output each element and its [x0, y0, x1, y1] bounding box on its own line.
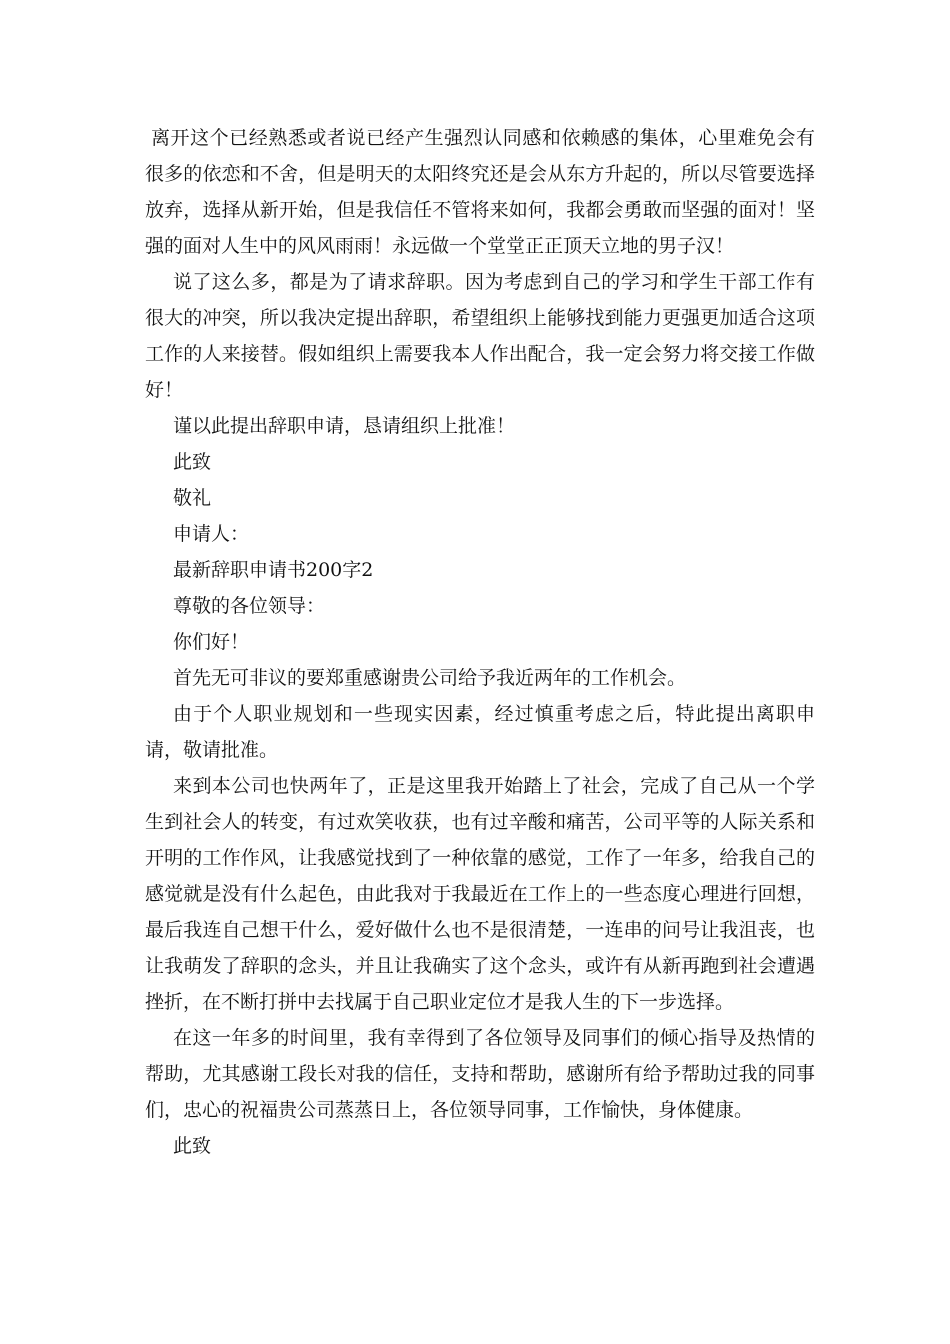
- letter-hello: 你们好！: [173, 631, 250, 653]
- closing-salutation-2: 此致: [173, 1135, 212, 1157]
- closing-regards: 敬礼: [173, 487, 212, 509]
- paragraph-reason: 说了这么多，都是为了请求辞职。因为考虑到自己的学习和学生干部工作有很大的冲突，所以我决定提出辞职，希望组织上能够找到能力更强更加适合这项工作的人来接替。假如组织上需要我本人作出配合，我一定会努力将交接工作做好！: [145, 271, 815, 401]
- paragraph-gratitude: 在这一年多的时间里，我有幸得到了各位领导及同事们的倾心指导及热情的帮助，尤其感谢工段长对我的信任，支持和帮助，感谢所有给予帮助过我的同事们，忠心的祝福贵公司蒸蒸日上，各位领导同事，工作愉快，身体健康。: [145, 1027, 815, 1121]
- letter-greeting: 尊敬的各位领导：: [173, 595, 326, 617]
- paragraph-thanks: 首先无可非议的要郑重感谢贵公司给予我近两年的工作机会。: [173, 667, 687, 689]
- document-body: [145, 120, 815, 1164]
- closing-salutation: 此致: [173, 451, 212, 473]
- applicant-label: 申请人：: [173, 523, 250, 545]
- paragraph-resign-request: 由于个人职业规划和一些现实因素，经过慎重考虑之后，特此提出离职申请，敬请批准。: [145, 703, 815, 761]
- paragraph-farewell: 离开这个已经熟悉或者说已经产生强烈认同感和依赖感的集体，心里难免会有很多的依恋和不舍，但是明天的太阳终究还是会从东方升起的，所以尽管要选择放弃，选择从新开始，但是我信任不管将来如何，我都会勇敢而坚强的面对！坚强的面对人生中的风风雨雨！永远做一个堂堂正正顶天立地的男子汉！: [145, 127, 815, 257]
- paragraph-request: 谨以此提出辞职申请，恳请组织上批准！: [173, 415, 516, 437]
- paragraph-experience: 来到本公司也快两年了，正是这里我开始踏上了社会，完成了自己从一个学生到社会人的转变，有过欢笑收获，也有过辛酸和痛苦，公司平等的人际关系和开明的工作作风，让我感觉找到了一种依靠的感觉，工作了一年多，给我自己的感觉就是没有什么起色，由此我对于我最近在工作上的一些态度心理进行回想，最后我连自己想干什么，爱好做什么也不是很清楚，一连串的问号让我沮丧，也让我萌发了辞职的念头，并且让我确实了这个念头，或许有从新再跑到社会遭遇挫折，在不断打拼中去找属于自己职业定位才是我人生的下一步选择。: [145, 775, 815, 1013]
- section-title: 最新辞职申请书200字2: [173, 559, 374, 581]
